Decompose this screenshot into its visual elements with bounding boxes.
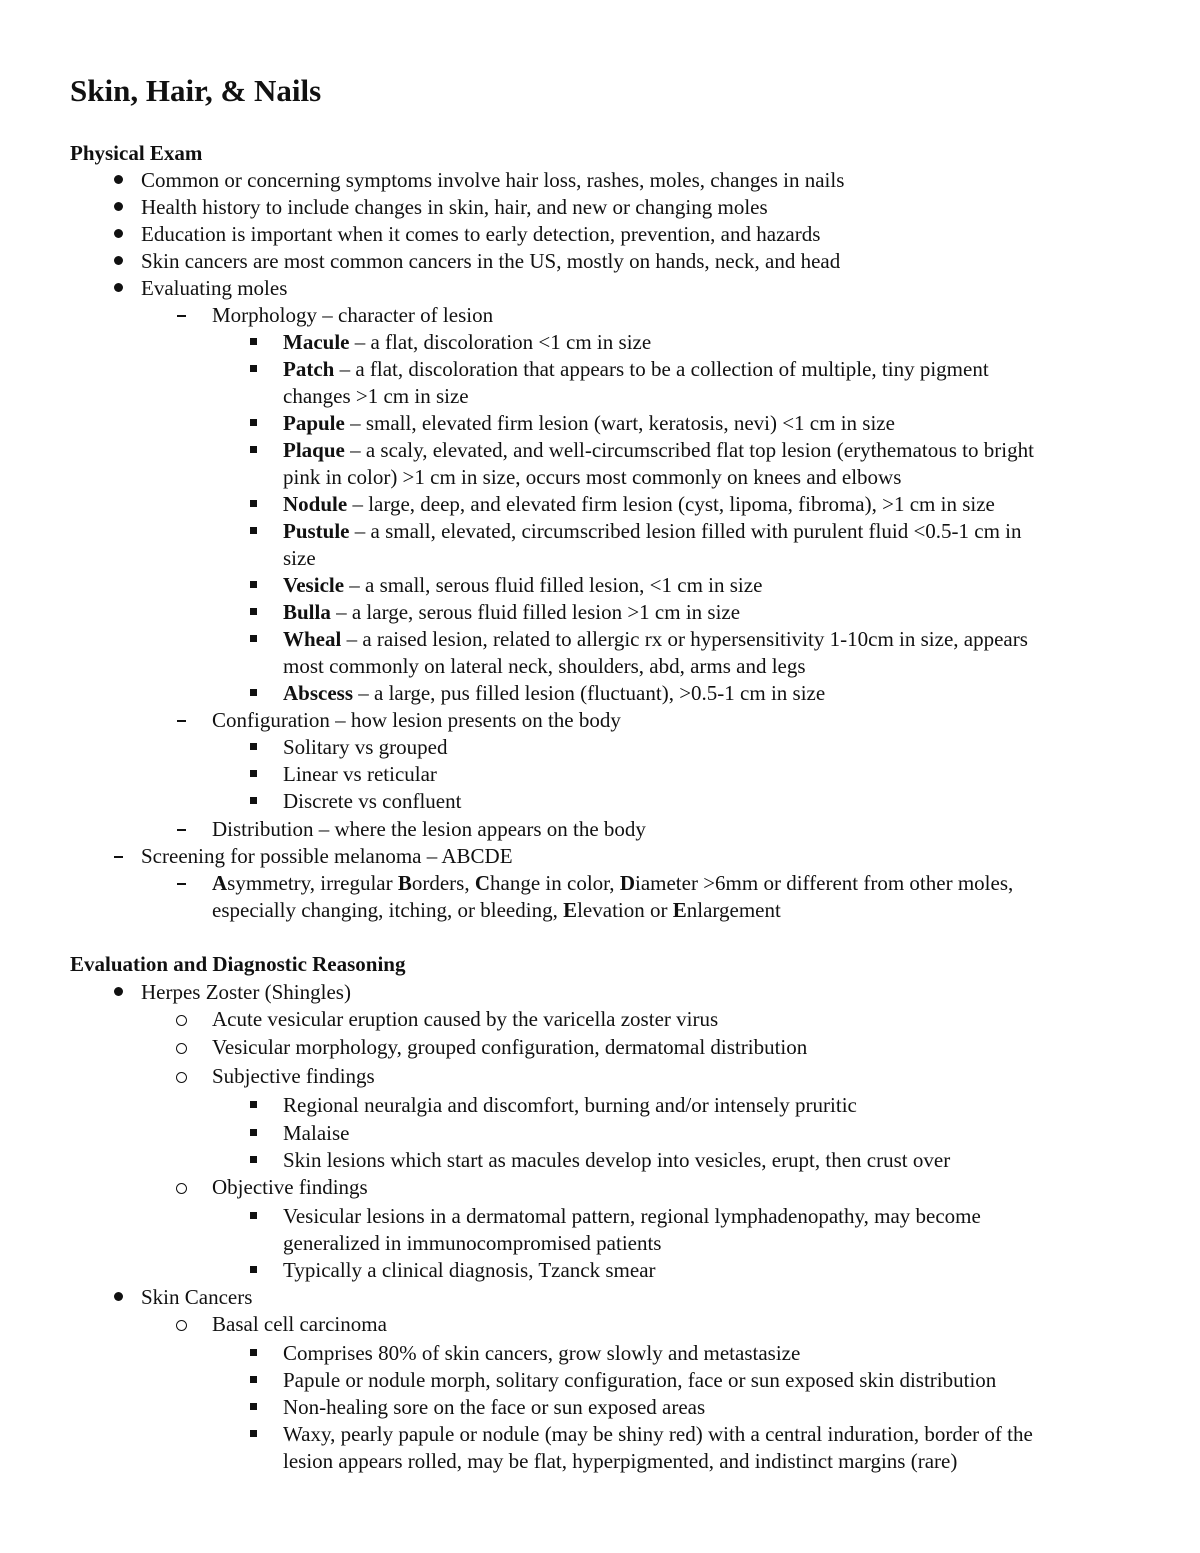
list-item: Herpes Zoster (Shingles) bbox=[141, 980, 351, 1004]
list-item: Configuration – how lesion presents on the body bbox=[212, 708, 621, 732]
list-item: Solitary vs grouped bbox=[283, 735, 448, 759]
term-plaque-cont: pink in color) >1 cm in size, occurs most commonly on knees and elbows bbox=[283, 465, 902, 489]
term-macule: Macule – a flat, discoloration <1 cm in size bbox=[283, 330, 652, 354]
list-item: Typically a clinical diagnosis, Tzanck smear bbox=[283, 1258, 656, 1282]
list-item: Objective findings bbox=[212, 1175, 368, 1199]
list-item: Skin lesions which start as macules develop into vesicles, erupt, then crust over bbox=[283, 1148, 951, 1172]
term-abscess: Abscess – a large, pus filled lesion (fluctuant), >0.5-1 cm in size bbox=[283, 681, 826, 705]
list-item-cont: lesion appears rolled, may be flat, hyperpigmented, and indistinct margins (rare) bbox=[283, 1449, 958, 1473]
section-heading-physical-exam: Physical Exam bbox=[70, 141, 203, 165]
term-patch-cont: changes >1 cm in size bbox=[283, 384, 469, 408]
list-item: Education is important when it comes to early detection, prevention, and hazards bbox=[141, 222, 821, 246]
list-item: Papule or nodule morph, solitary configuration, face or sun exposed skin distribution bbox=[283, 1368, 997, 1392]
list-item: Regional neuralgia and discomfort, burning and/or intensely pruritic bbox=[283, 1093, 857, 1117]
list-item: Linear vs reticular bbox=[283, 762, 437, 786]
list-item: Vesicular lesions in a dermatomal pattern, regional lymphadenopathy, may become bbox=[283, 1204, 981, 1228]
list-item: Malaise bbox=[283, 1121, 350, 1145]
section-heading-evaluation: Evaluation and Diagnostic Reasoning bbox=[70, 952, 406, 976]
term-wheal-cont: most commonly on lateral neck, shoulders, abd, arms and legs bbox=[283, 654, 806, 678]
abcde-line: Asymmetry, irregular Borders, Change in color, Diameter >6mm or different from other moles, bbox=[212, 871, 1014, 895]
term-pustule: Pustule – a small, elevated, circumscribed lesion filled with purulent fluid <0.5-1 cm in bbox=[283, 519, 1022, 543]
list-item: Evaluating moles bbox=[141, 276, 288, 300]
term-wheal: Wheal – a raised lesion, related to allergic rx or hypersensitivity 1-10cm in size, appears bbox=[283, 627, 1028, 651]
term-plaque: Plaque – a scaly, elevated, and well-circumscribed flat top lesion (erythematous to bright bbox=[283, 438, 1034, 462]
list-item: Screening for possible melanoma – ABCDE bbox=[141, 844, 513, 868]
list-item: Discrete vs confluent bbox=[283, 789, 462, 813]
term-nodule: Nodule – large, deep, and elevated firm lesion (cyst, lipoma, fibroma), >1 cm in size bbox=[283, 492, 995, 516]
list-item: Common or concerning symptoms involve hair loss, rashes, moles, changes in nails bbox=[141, 168, 845, 192]
list-item: Vesicular morphology, grouped configuration, dermatomal distribution bbox=[212, 1035, 808, 1059]
abcde-line-cont: especially changing, itching, or bleeding, Elevation or Enlargement bbox=[212, 898, 781, 922]
list-item: Non-healing sore on the face or sun exposed areas bbox=[283, 1395, 706, 1419]
page-title: Skin, Hair, & Nails bbox=[70, 73, 322, 108]
term-vesicle: Vesicle – a small, serous fluid filled lesion, <1 cm in size bbox=[283, 573, 763, 597]
list-item: Basal cell carcinoma bbox=[212, 1312, 387, 1336]
list-item: Subjective findings bbox=[212, 1064, 375, 1088]
list-item-cont: generalized in immunocompromised patients bbox=[283, 1231, 662, 1255]
term-patch: Patch – a flat, discoloration that appears to be a collection of multiple, tiny pigment bbox=[283, 357, 989, 381]
term-papule: Papule – small, elevated firm lesion (wart, keratosis, nevi) <1 cm in size bbox=[283, 411, 895, 435]
list-item: Skin Cancers bbox=[141, 1285, 253, 1309]
term-pustule-cont: size bbox=[283, 546, 316, 570]
list-item: Health history to include changes in skin, hair, and new or changing moles bbox=[141, 195, 768, 219]
list-item: Comprises 80% of skin cancers, grow slowly and metastasize bbox=[283, 1341, 801, 1365]
list-item: Distribution – where the lesion appears on the body bbox=[212, 817, 646, 841]
list-item: Acute vesicular eruption caused by the varicella zoster virus bbox=[212, 1007, 719, 1031]
term-bulla: Bulla – a large, serous fluid filled lesion >1 cm in size bbox=[283, 600, 741, 624]
list-item: Waxy, pearly papule or nodule (may be shiny red) with a central induration, border of the bbox=[283, 1422, 1033, 1446]
list-item: Morphology – character of lesion bbox=[212, 303, 494, 327]
list-item: Skin cancers are most common cancers in the US, mostly on hands, neck, and head bbox=[141, 249, 841, 273]
